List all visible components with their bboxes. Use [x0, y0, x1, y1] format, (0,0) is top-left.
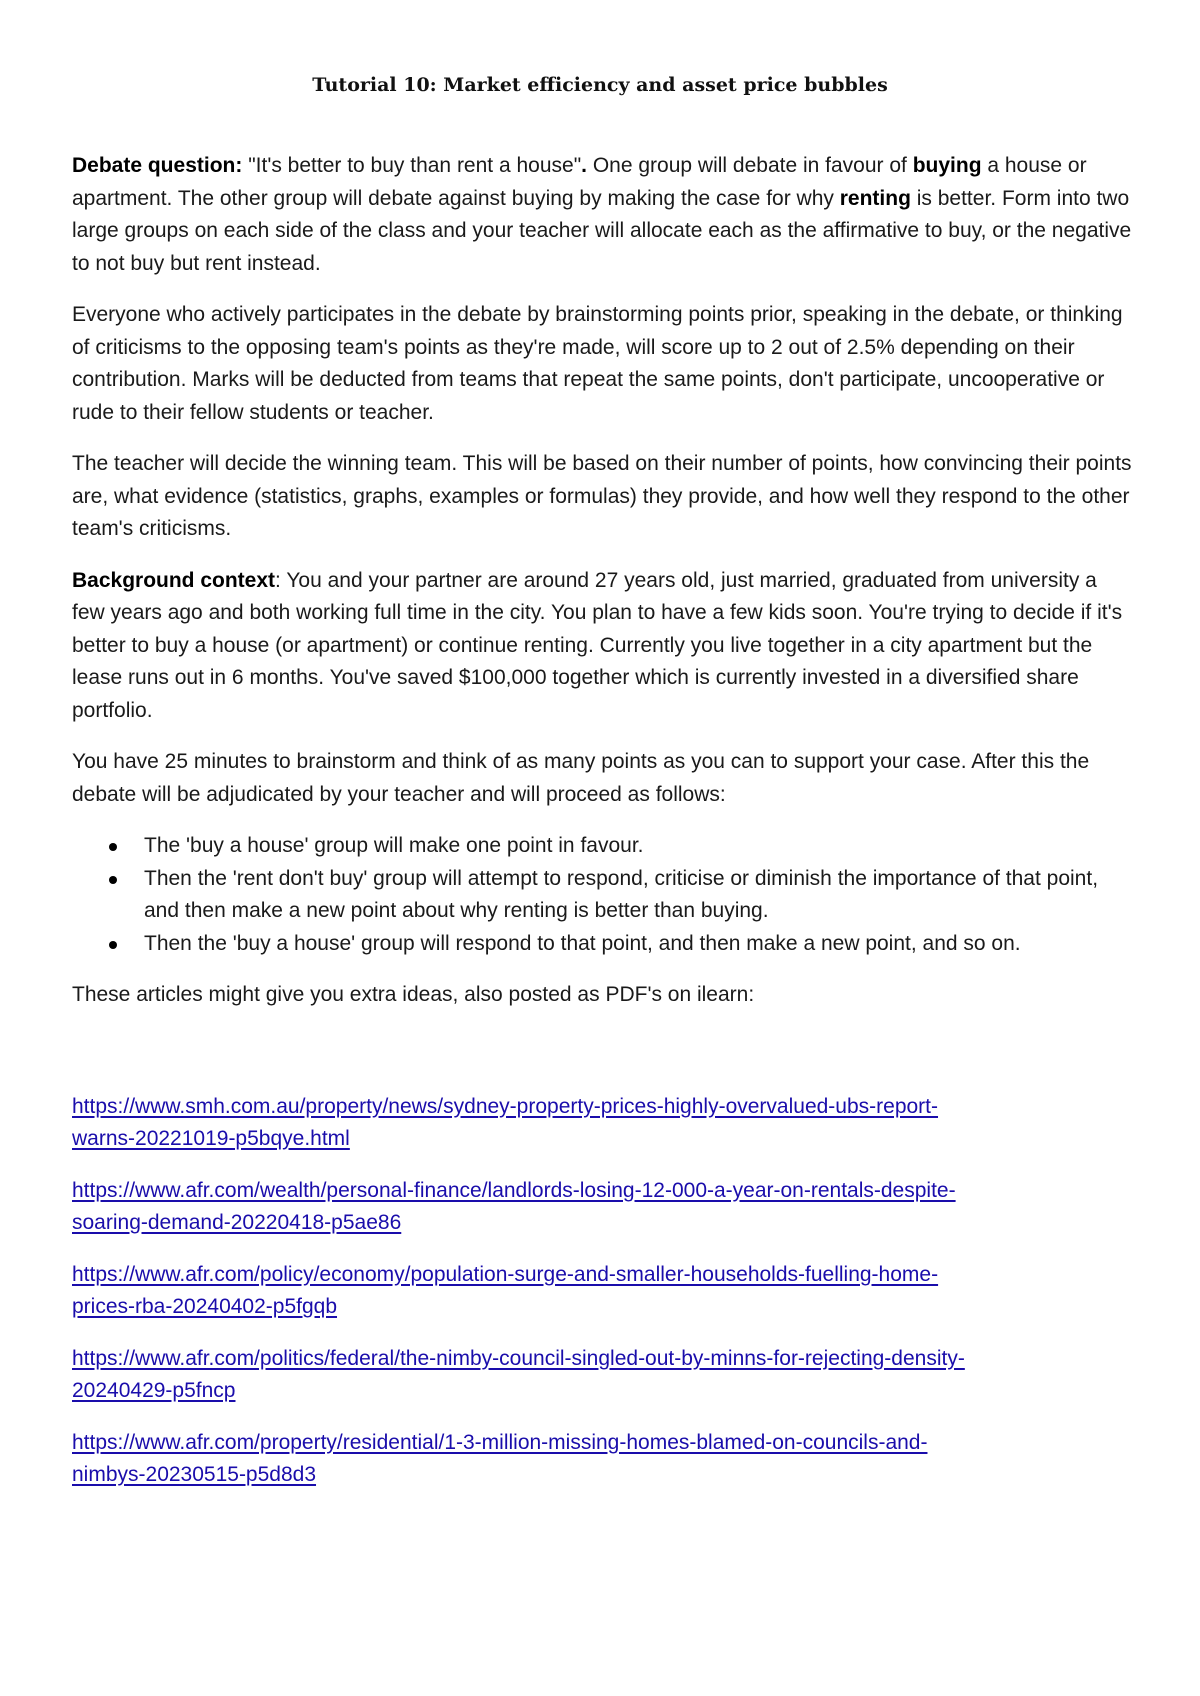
page-title: Tutorial 10: Market efficiency and asset price bubbles: [312, 74, 888, 96]
background-label: Background context: [72, 568, 276, 592]
article-link-afr-nimby-council[interactable]: https://www.afr.com/politics/federal/the-nimby-council-singled-out-by-minns-for-rejecting-density- 20240429-p5fncp: [72, 1346, 965, 1402]
procedure-intro: You have 25 minutes to brainstorm and think of as many points as you can to support your case. After this the debate will be adjudicated by your teacher and will proceed as follows:: [72, 750, 1090, 806]
background-text: : You and your partner are around 27 years old, just married, graduated from university a few years ago and both working full time in the city. You plan to have a few kids soon. You're trying to decide if it's better to buy a house (or apartment) or continue renting. Currently you live together in a city apartment but the lease runs out in 6 months. You've saved $100,000 together which is currently invested in a diversified share portfolio.: [72, 568, 1123, 722]
article-link-item: [72, 1259, 1132, 1324]
background-paragraph: [72, 565, 1132, 728]
judging-paragraph: The teacher will decide the winning team. This will be based on their number of points, how convincing their points are, what evidence (statistics, graphs, examples or formulas) they provide, and how well they respond to the other team's criticisms.: [72, 452, 1132, 540]
renting-emphasis: renting: [839, 186, 911, 210]
article-link-afr-landlords[interactable]: https://www.afr.com/wealth/personal-finance/landlords-losing-12-000-a-year-on-rentals-despite- soaring-demand-20220418-p5ae86: [72, 1178, 956, 1234]
procedure-list: [72, 830, 1132, 960]
article-link-smh-overvalued[interactable]: https://www.smh.com.au/property/news/sydney-property-prices-highly-overvalued-ubs-report- warns-20221019-p5bqye.html: [72, 1094, 939, 1150]
buying-emphasis: buying: [912, 154, 982, 177]
participation-paragraph: Everyone who actively participates in the debate by brainstorming points prior, speaking in the debate, or thinking of criticisms to the opposing team's points as they're made, will score up to 2 out of 2.5% depending on their contribution. Marks will be deducted from teams that repeat the same points, don't participate, uncooperative or rude to their fellow students or teacher.: [72, 303, 1123, 424]
debate-label: Debate question:: [72, 154, 243, 177]
list-item: The 'buy a house' group will make one point in favour.: [144, 830, 1132, 863]
article-link-item: [72, 1343, 1132, 1408]
debate-text-3: is better. Form into two large groups on each side of the class and your teacher will allocate each as the affirmative to buy, or the negative to not buy but rent instead.: [72, 186, 1132, 275]
article-link-item: [72, 1427, 1132, 1492]
debate-text-1: One group will debate in favour of: [587, 154, 913, 177]
list-item: Then the 'rent don't buy' group will attempt to respond, criticise or diminish the importance of that point, and then make a new point about why renting is better than buying.: [144, 863, 1132, 928]
article-link-afr-population[interactable]: https://www.afr.com/policy/economy/population-surge-and-smaller-households-fuelling-home- prices-rba-20240402-p5fgqb: [72, 1262, 939, 1318]
debate-period: .: [581, 154, 587, 177]
article-link-afr-missing-homes[interactable]: https://www.afr.com/property/residential/1-3-million-missing-homes-blamed-on-councils-and- nimbys-20230515-p5d8d3: [72, 1430, 928, 1486]
document-body: [72, 150, 1132, 1511]
debate-paragraph: [72, 150, 1132, 280]
debate-text-2: a house or apartment. The other group will debate against buying by making the case for why: [72, 154, 1087, 210]
blank-line: [72, 1031, 1132, 1091]
article-links: [72, 1091, 1132, 1492]
list-item: Then the 'buy a house' group will respond to that point, and then make a new point, and so on.: [144, 928, 1132, 961]
articles-intro: These articles might give you extra ideas, also posted as PDF's on ilearn:: [72, 983, 755, 1006]
article-link-item: [72, 1091, 1132, 1156]
article-link-item: [72, 1175, 1132, 1240]
debate-question: "It's better to buy than rent a house": [242, 154, 582, 177]
